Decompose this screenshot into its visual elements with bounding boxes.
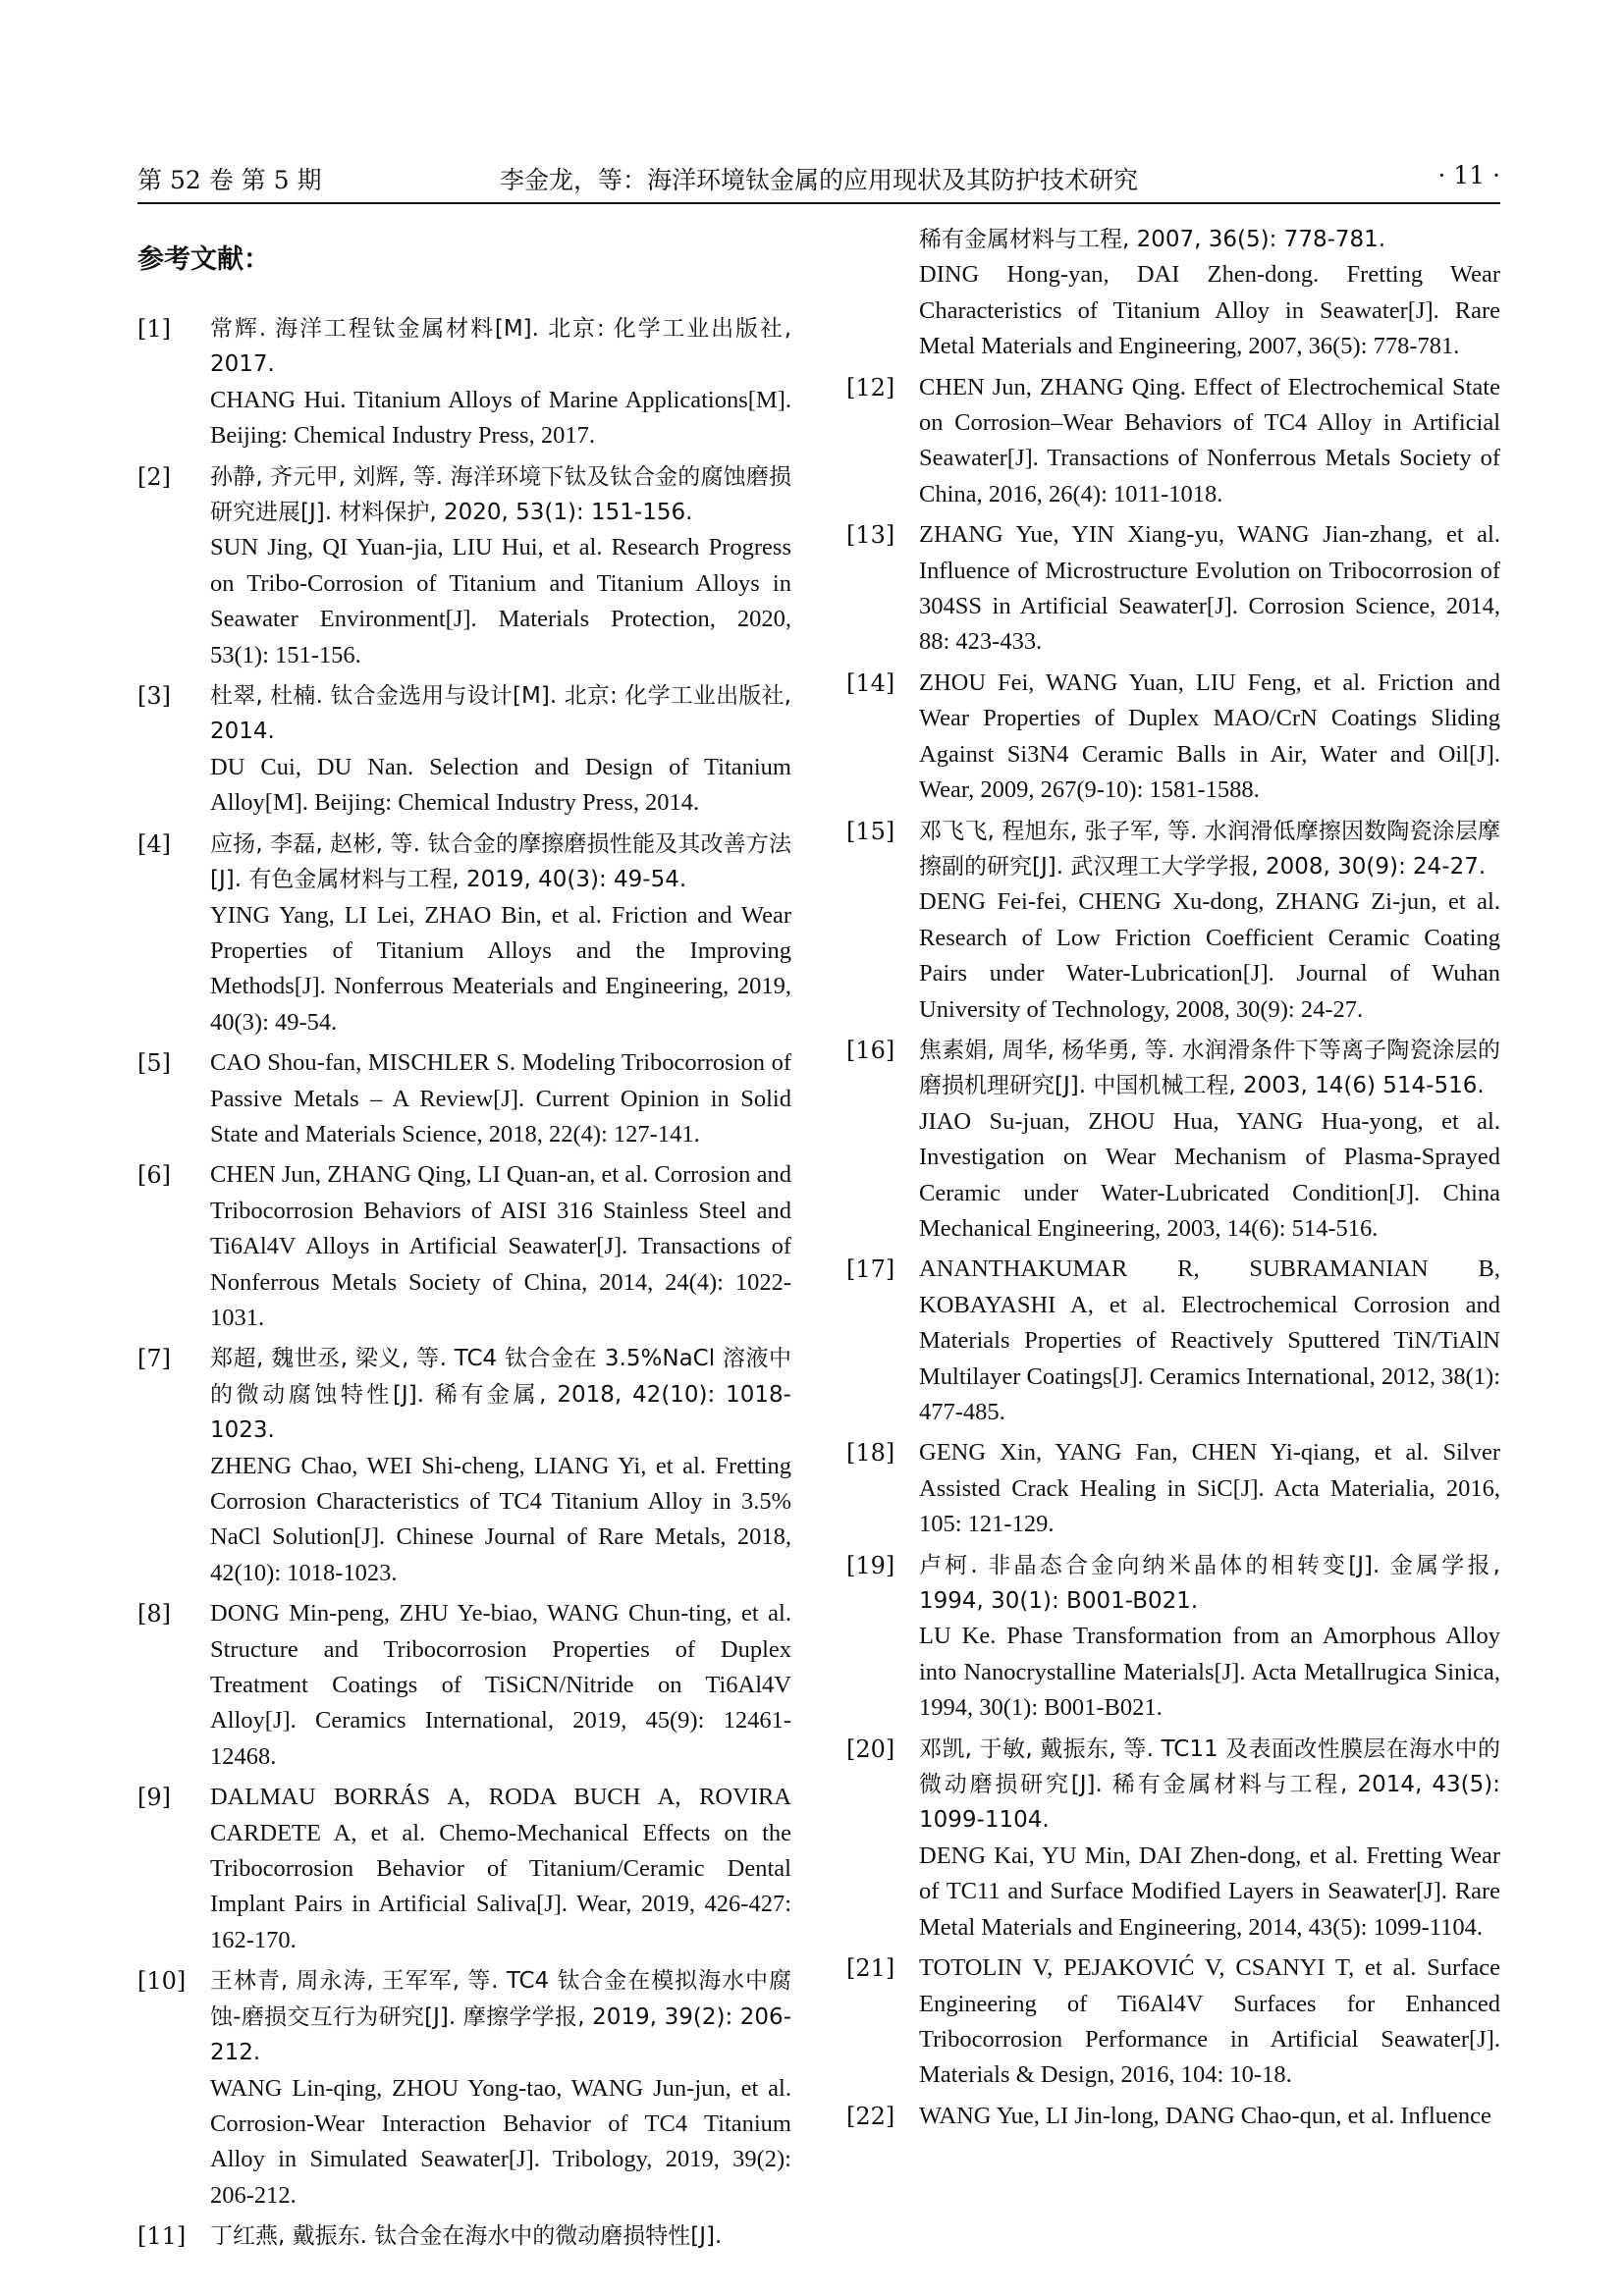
- reference-continuation: [846, 222, 1500, 365]
- reference-cn: 丁红燕, 戴振东. 钛合金在海水中的微动磨损特性[J].: [210, 2223, 723, 2250]
- reference-item: [137, 1780, 791, 1958]
- running-header: [137, 155, 1500, 204]
- reference-number: [5]: [137, 1049, 171, 1078]
- reference-item: [846, 517, 1500, 661]
- reference-number: [13]: [846, 521, 895, 550]
- reference-item: [846, 1252, 1500, 1430]
- reference-cn: 卢柯. 非晶态合金向纳米晶体的相转变[J]. 金属学报, 1994, 30(1): B001-B021.: [919, 1552, 1500, 1615]
- reference-en: GENG Xin, YANG Fan, CHEN Yi-qiang, et al. Silver Assisted Crack Healing in SiC[J]. Acta Materialia, 2016, 105: 121-129.: [919, 1439, 1500, 1538]
- reference-item: [846, 1732, 1500, 1946]
- reference-number: [21]: [846, 1954, 895, 1983]
- reference-en: JIAO Su-juan, ZHOU Hua, YANG Hua-yong, et al. Investigation on Wear Mechanism of Plasma-Sprayed Ceramic under Water-Lubricated Condition[J]. China Mechanical Engineering, 2003, 14(6): 514-516.: [919, 1107, 1500, 1242]
- reference-en: DENG Fei-fei, CHENG Xu-dong, ZHANG Zi-jun, et al. Research of Low Friction Coefficient Ceramic Coating Pairs under Water-Lubrication[J]. Journal of Wuhan University of Technology, 2008, 30(9): 24-27.: [919, 888, 1500, 1023]
- reference-en: ZHANG Yue, YIN Xiang-yu, WANG Jian-zhang, et al. Influence of Microstructure Evolution on Tribocorrosion of 304SS in Artificial Seawater[J]. Corrosion Science, 2014, 88: 423-433.: [919, 521, 1500, 656]
- reference-cn: 应扬, 李磊, 赵彬, 等. 钛合金的摩擦磨损性能及其改善方法[J]. 有色金属材料与工程, 2019, 40(3): 49-54.: [210, 830, 791, 893]
- reference-number: [3]: [137, 682, 171, 711]
- reference-en: DALMAU BORRÁS A, RODA BUCH A, ROVIRA CARDETE A, et al. Chemo-Mechanical Effects on the Tribocorrosion Behavior of Titanium/Ceramic Dental Implant Pairs in Artificial Saliva[J]. Wear, 2019, 426-427: 162-170.: [210, 1784, 791, 1953]
- reference-en: TOTOLIN V, PEJAKOVIĆ V, CSANYI T, et al. Surface Engineering of Ti6Al4V Surfaces for Enhanced Tribocorrosion Performance in Artificial Seawater[J]. Materials & Design, 2016, 104: 10-18.: [919, 1954, 1500, 2089]
- reference-number: [8]: [137, 1600, 171, 1629]
- reference-number: [22]: [846, 2102, 895, 2130]
- reference-en: CHEN Jun, ZHANG Qing, LI Quan-an, et al. Corrosion and Tribocorrosion Behaviors of AISI 316 Stainless Steel and Ti6Al4V Alloys in Artificial Seawater[J]. Transactions of Nonferrous Metals Society of China, 2014, 24(4): 1022-1031.: [210, 1161, 791, 1331]
- reference-number: [14]: [846, 668, 895, 697]
- reference-item: [846, 1033, 1500, 1247]
- reference-number: [1]: [137, 315, 171, 343]
- reference-en: YING Yang, LI Lei, ZHAO Bin, et al. Friction and Wear Properties of Titanium Alloys and the Improving Methods[J]. Nonferrous Meaterials and Engineering, 2019, 40(3): 49-54.: [210, 901, 791, 1036]
- volume-issue: 第 52 卷 第 5 期: [137, 166, 322, 194]
- left-column: [137, 222, 791, 2260]
- reference-item: [137, 1596, 791, 1775]
- page-number: · 11 ·: [1437, 161, 1500, 189]
- reference-number: [6]: [137, 1161, 171, 1190]
- reference-item: [137, 1157, 791, 1336]
- reference-item: [846, 1435, 1500, 1542]
- reference-number: [19]: [846, 1551, 895, 1579]
- article-running-title: 李金龙，等：海洋环境钛金属的应用现状及其防护技术研究: [499, 166, 1138, 194]
- reference-number: [4]: [137, 829, 171, 858]
- references-heading: 参考文献：: [137, 244, 270, 275]
- reference-en: ZHENG Chao, WEI Shi-cheng, LIANG Yi, et al. Fretting Corrosion Characteristics of TC4 Titanium Alloy in 3.5% NaCl Solution[J]. Chinese Journal of Rare Metals, 2018, 42(10): 1018-1023.: [210, 1452, 791, 1586]
- reference-item: [846, 1950, 1500, 2094]
- reference-cn: 稀有金属材料与工程, 2007, 36(5): 778-781.: [919, 227, 1386, 252]
- reference-item: [137, 1341, 791, 1591]
- reference-list-left: [137, 311, 791, 2255]
- reference-cn: 杜翠, 杜楠. 钛合金选用与设计[M]. 北京: 化学工业出版社, 2014.: [210, 683, 791, 745]
- reference-item: [137, 827, 791, 1041]
- reference-en: DU Cui, DU Nan. Selection and Design of Titanium Alloy[M]. Beijing: Chemical Industry Press, 2014.: [210, 753, 791, 817]
- reference-item: [846, 814, 1500, 1028]
- reference-number: [11]: [137, 2222, 187, 2251]
- reference-en: LU Ke. Phase Transformation from an Amorphous Alloy into Nanocrystalline Materials[J]. Acta Metallrugica Sinica, 1994, 30(1): B001-B021.: [919, 1623, 1500, 1722]
- reference-cn: 邓飞飞, 程旭东, 张子军, 等. 水润滑低摩擦因数陶瓷涂层摩擦副的研究[J]. 武汉理工大学学报, 2008, 30(9): 24-27.: [919, 818, 1500, 880]
- reference-en: CHEN Jun, ZHANG Qing. Effect of Electrochemical State on Corrosion–Wear Behaviors of TC4 Alloy in Artificial Seawater[J]. Transactions of Nonferrous Metals Society of China, 2016, 26(4): 1011-1018.: [919, 373, 1500, 507]
- reference-en: SUN Jing, QI Yuan-jia, LIU Hui, et al. Research Progress on Tribo-Corrosion of Titanium and Titanium Alloys in Seawater Environment[J]. Materials Protection, 2020, 53(1): 151-156.: [210, 534, 791, 668]
- reference-cn: 常辉. 海洋工程钛金属材料[M]. 北京: 化学工业出版社, 2017.: [210, 316, 791, 378]
- reference-item: [137, 678, 791, 822]
- reference-en: WANG Lin-qing, ZHOU Yong-tao, WANG Jun-jun, et al. Corrosion-Wear Interaction Behavior of TC4 Titanium Alloy in Simulated Seawater[J]. Tribology, 2019, 39(2): 206-212.: [210, 2074, 791, 2209]
- reference-en: DENG Kai, YU Min, DAI Zhen-dong, et al. Fretting Wear of TC11 and Surface Modified Layers in Seawater[J]. Rare Metal Materials and Engineering, 2014, 43(5): 1099-1104.: [919, 1842, 1500, 1941]
- reference-item: [846, 666, 1500, 809]
- reference-number: [2]: [137, 462, 171, 491]
- reference-en: CHANG Hui. Titanium Alloys of Marine Applications[M]. Beijing: Chemical Industry Press, 2017.: [210, 386, 791, 450]
- reference-number: [7]: [137, 1345, 171, 1373]
- reference-en: WANG Yue, LI Jin-long, DANG Chao-qun, et al. Influence: [919, 2102, 1491, 2129]
- reference-number: [15]: [846, 817, 895, 845]
- reference-number: [10]: [137, 1967, 187, 1996]
- reference-number: [12]: [846, 373, 895, 401]
- reference-item: [137, 2218, 791, 2254]
- reference-cn: 邓凯, 于敏, 戴振东, 等. TC11 及表面改性膜层在海水中的微动磨损研究[J]. 稀有金属材料与工程, 2014, 43(5): 1099-1104.: [919, 1735, 1500, 1834]
- reference-en: ZHOU Fei, WANG Yuan, LIU Feng, et al. Friction and Wear Properties of Duplex MAO/CrN Coatings Sliding Against Si3N4 Ceramic Balls in Air, Water and Oil[J]. Wear, 2009, 267(9-10): 1581-1588.: [919, 668, 1500, 804]
- reference-number: [16]: [846, 1036, 895, 1064]
- right-column: [846, 222, 1500, 2139]
- reference-number: [17]: [846, 1255, 895, 1284]
- reference-item: [137, 459, 791, 673]
- reference-cn: 郑超, 魏世丞, 梁义, 等. TC4 钛合金在 3.5%NaCl 溶液中的微动腐蚀特性[J]. 稀有金属, 2018, 42(10): 1018-1023.: [210, 1346, 791, 1444]
- reference-list-right: [846, 370, 1500, 2135]
- reference-item: [846, 370, 1500, 513]
- reference-item: [846, 2099, 1500, 2134]
- reference-item: [137, 311, 791, 454]
- reference-number: [9]: [137, 1784, 171, 1812]
- reference-cn: 王林青, 周永涛, 王军军, 等. TC4 钛合金在模拟海水中腐蚀-磨损交互行为研究[J]. 摩擦学学报, 2019, 39(2): 206-212.: [210, 1968, 791, 2066]
- reference-item: [846, 1548, 1500, 1727]
- reference-number: [18]: [846, 1439, 895, 1468]
- reference-item: [137, 1963, 791, 2214]
- reference-cn: 孙静, 齐元甲, 刘辉, 等. 海洋环境下钛及钛合金的腐蚀磨损研究进展[J]. 材料保护, 2020, 53(1): 151-156.: [210, 463, 791, 526]
- reference-en: DONG Min-peng, ZHU Ye-biao, WANG Chun-ting, et al. Structure and Tribocorrosion Properties of Duplex Treatment Coatings of TiSiCN/Nitride on Ti6Al4V Alloy[J]. Ceramics International, 2019, 45(9): 12461-12468.: [210, 1600, 791, 1770]
- reference-en: DING Hong-yan, DAI Zhen-dong. Fretting Wear Characteristics of Titanium Alloy in Seawater[J]. Rare Metal Materials and Engineering, 2007, 36(5): 778-781.: [919, 261, 1500, 360]
- reference-number: [20]: [846, 1735, 895, 1763]
- reference-cn: 焦素娟, 周华, 杨华勇, 等. 水润滑条件下等离子陶瓷涂层的磨损机理研究[J]. 中国机械工程, 2003, 14(6) 514-516.: [919, 1037, 1500, 1099]
- reference-item: [137, 1045, 791, 1152]
- reference-en: ANANTHAKUMAR R, SUBRAMANIAN B, KOBAYASHI A, et al. Electrochemical Corrosion and Materials Properties of Reactively Sputtered TiN/TiAlN Multilayer Coatings[J]. Ceramics International, 2012, 38(1): 477-485.: [919, 1255, 1500, 1425]
- reference-en: CAO Shou-fan, MISCHLER S. Modeling Tribocorrosion of Passive Metals – A Review[J]. Current Opinion in Solid State and Materials Science, 2018, 22(4): 127-141.: [210, 1049, 791, 1148]
